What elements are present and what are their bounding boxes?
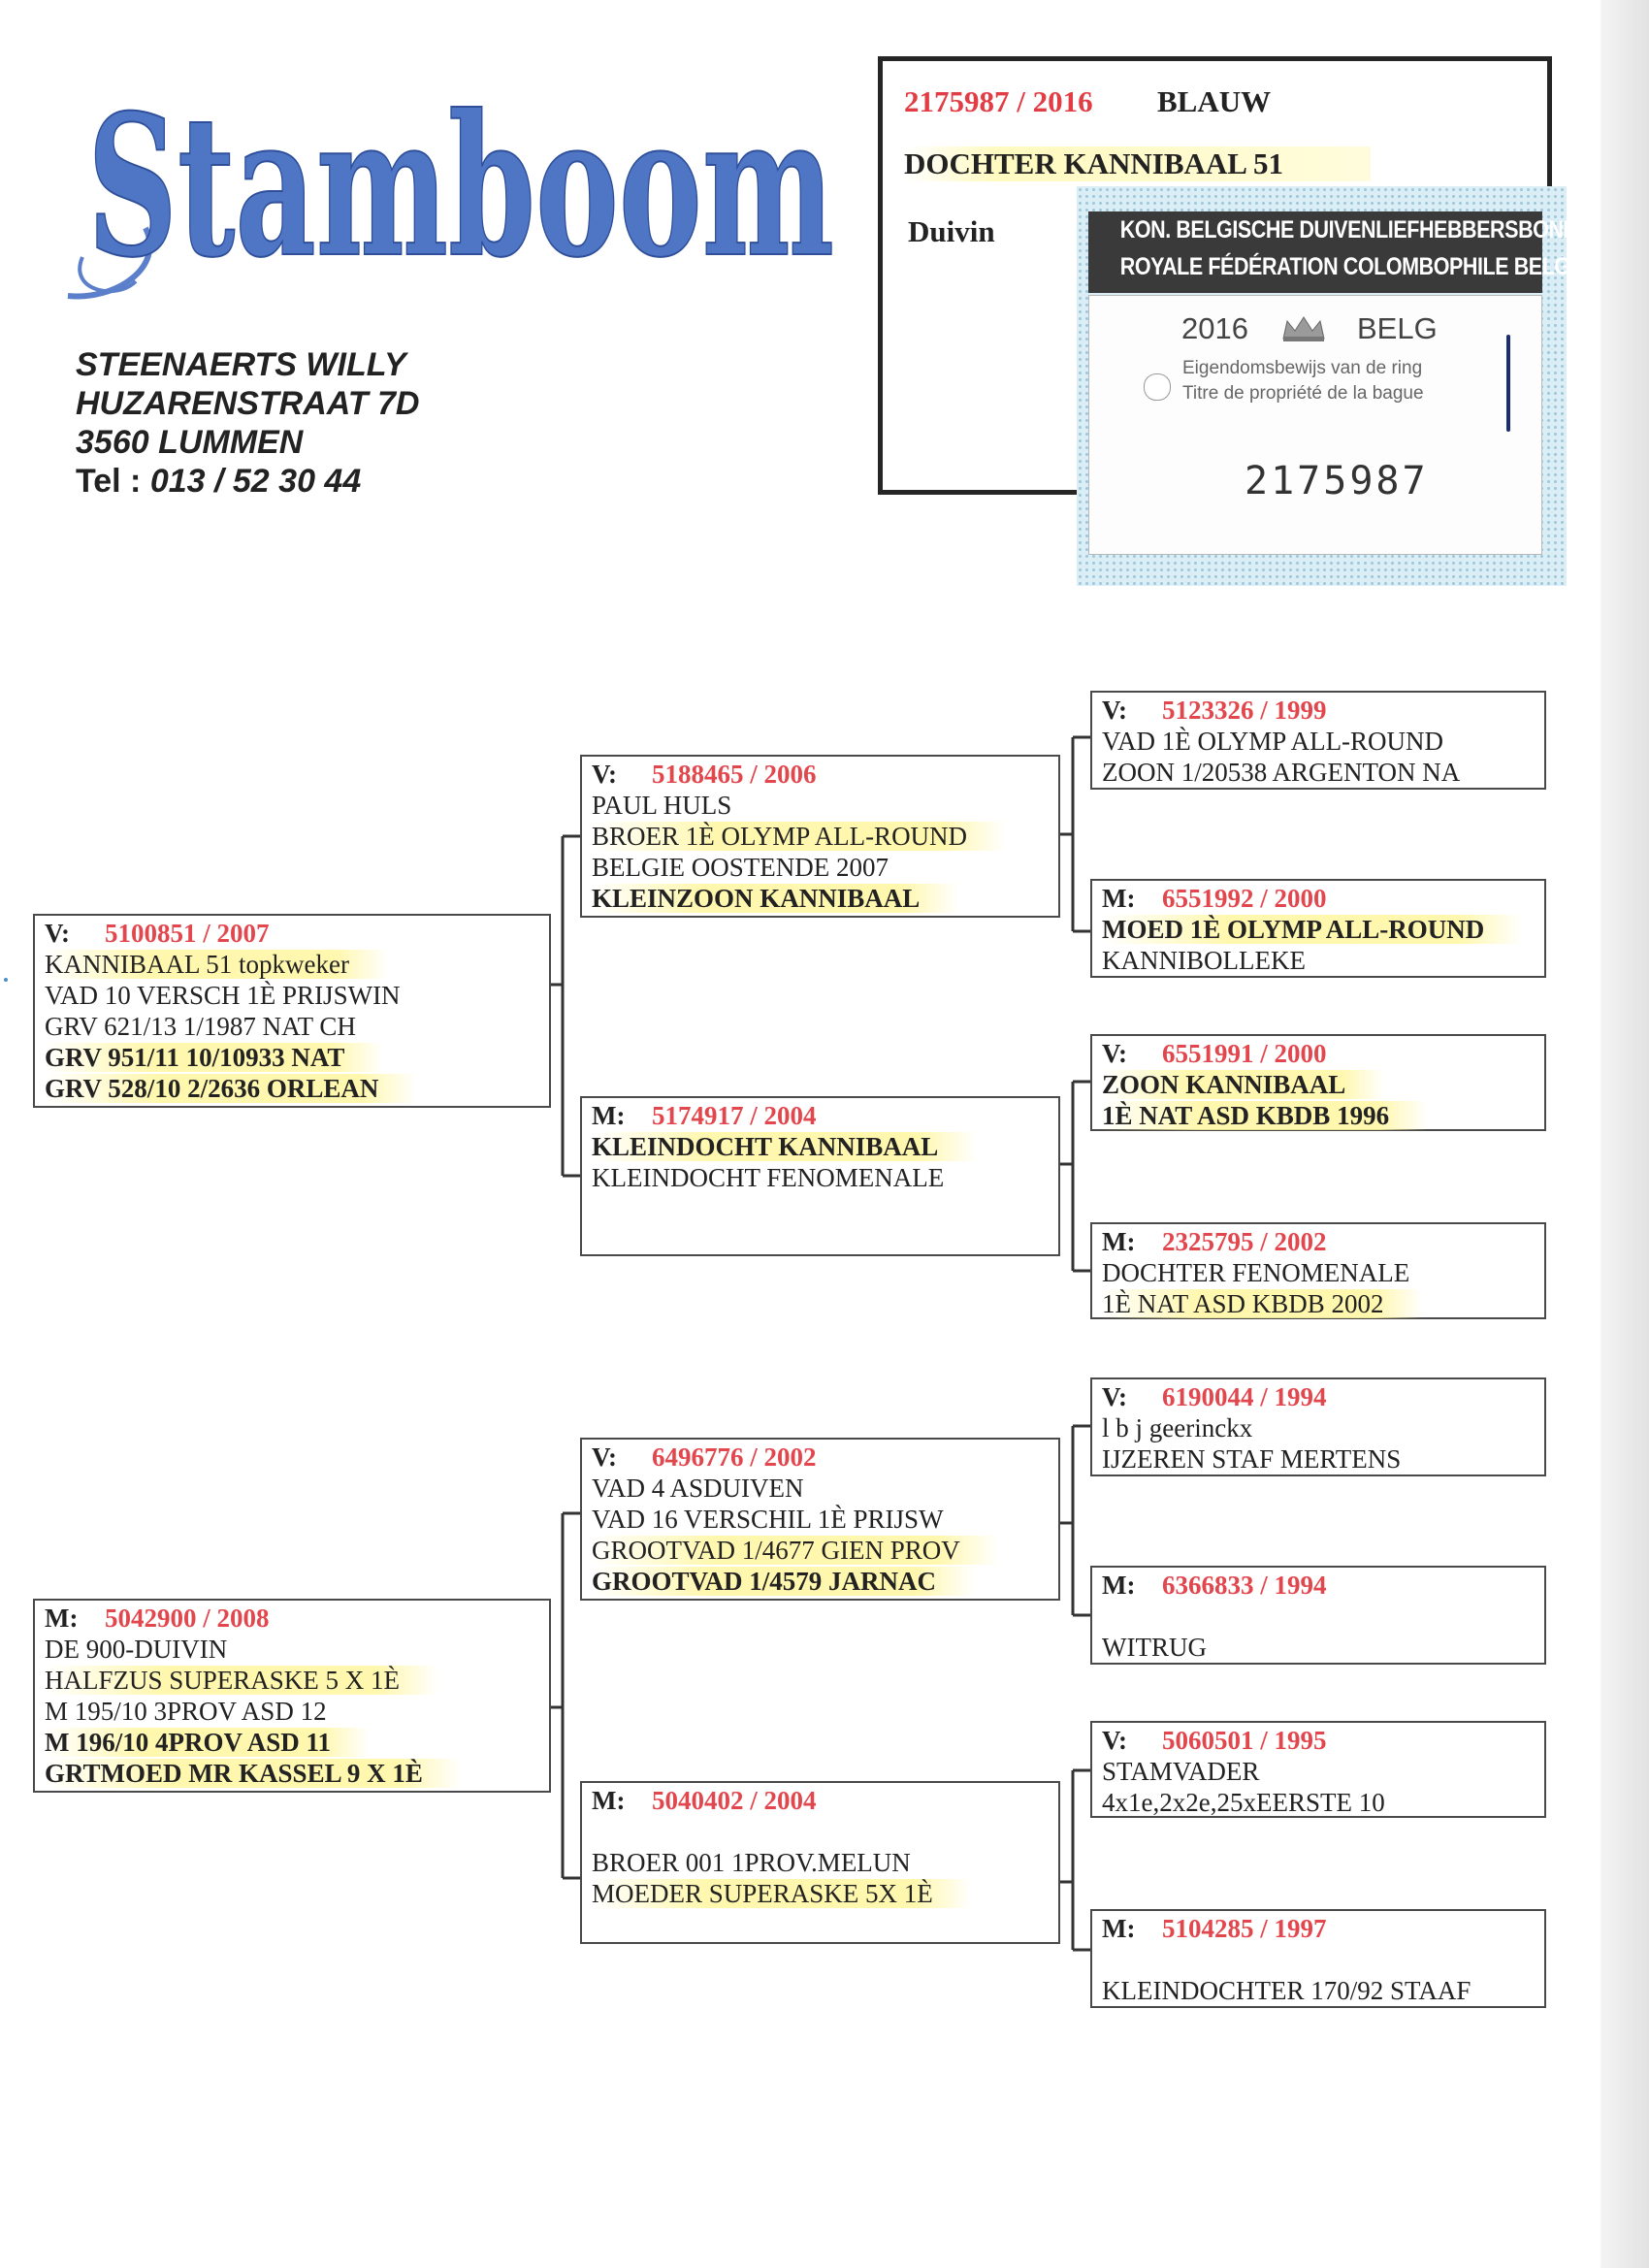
dd-line: BROER 001 1PROV.MELUN [592, 1848, 911, 1877]
dam-line: DE 900-DUIVIN [45, 1635, 228, 1664]
sire-line: GRV 951/11 10/10933 NAT [45, 1043, 383, 1072]
ddd-label: M: [1102, 1914, 1136, 1943]
ss-ring: 5188465 / 2006 [652, 760, 817, 789]
sd-ring: 5174917 / 2004 [652, 1101, 817, 1130]
sd-label: M: [592, 1101, 626, 1130]
dds-label: V: [1102, 1726, 1128, 1755]
sd-line: KLEINDOCHT KANNIBAAL [592, 1132, 977, 1161]
dd-label: M: [592, 1786, 626, 1815]
ggsire-3-box [1090, 1377, 1546, 1476]
sds-line: ZOON KANNIBAAL [1102, 1070, 1384, 1099]
card-line-1: KON. BELGISCHE DUIVENLIEFHEBBERSBOND [1119, 216, 1578, 243]
dsd-line: WITRUG [1102, 1633, 1207, 1662]
ss-label: V: [592, 760, 618, 789]
granddam-paternal-box [580, 1096, 1060, 1256]
dds-line: STAMVADER [1102, 1757, 1260, 1786]
sss-label: V: [1102, 696, 1128, 725]
ggdam-3-box [1090, 1566, 1546, 1665]
owner-name: STEENAERTS WILLY [76, 346, 406, 383]
ggsire-2-box [1090, 1034, 1546, 1131]
sdd-line: 1È NAT ASD KBDB 2002 [1102, 1289, 1423, 1318]
dam-line: M 195/10 3PROV ASD 12 [45, 1697, 327, 1726]
ggsire-1-box [1090, 691, 1546, 790]
owner-street: HUZARENSTRAAT 7D [76, 385, 420, 422]
card-country: BELG [1357, 311, 1438, 345]
ss-line: BROER 1È OLYMP ALL-ROUND [592, 822, 1006, 851]
dd-ring: 5040402 / 2004 [652, 1786, 817, 1815]
dam-line: GRTMOED MR KASSEL 9 X 1È [45, 1759, 462, 1788]
ggdam-2-box [1090, 1222, 1546, 1319]
parent-dam-box [33, 1599, 551, 1793]
owner-phone-label: Tel : [76, 463, 150, 500]
ssd-label: M: [1102, 884, 1136, 913]
ds-line: GROOTVAD 1/4579 JARNAC [592, 1567, 975, 1596]
dd-line: MOEDER SUPERASKE 5X 1È [592, 1879, 972, 1908]
ssd-line: KANNIBOLLEKE [1102, 946, 1306, 975]
card-text-nl: Eigendomsbewijs van de ring [1182, 358, 1423, 378]
sss-line: VAD 1È OLYMP ALL-ROUND [1102, 727, 1444, 756]
sdd-line: DOCHTER FENOMENALE [1102, 1258, 1410, 1287]
sire-line: GRV 528/10 2/2636 ORLEAN [45, 1074, 417, 1103]
ds-line: VAD 16 VERSCHIL 1È PRIJSW [592, 1505, 944, 1534]
sdd-ring: 2325795 / 2002 [1162, 1227, 1327, 1256]
ss-line: BELGIE OOSTENDE 2007 [592, 853, 889, 882]
header-name: DOCHTER KANNIBAAL 51 [904, 146, 1371, 181]
ggdam-4-box [1090, 1909, 1546, 2008]
dam-ring: 5042900 / 2008 [105, 1604, 270, 1633]
sds-line: 1È NAT ASD KBDB 1996 [1102, 1101, 1428, 1130]
ds-label: V: [592, 1442, 618, 1472]
sire-ring: 5100851 / 2007 [105, 919, 270, 948]
dds-line: 4x1e,2x2e,25xEERSTE 10 [1102, 1788, 1385, 1817]
sss-line: ZOON 1/20538 ARGENTON NA [1102, 758, 1461, 787]
owner-city: 3560 LUMMEN [76, 424, 304, 461]
grandsire-maternal-box [580, 1438, 1060, 1601]
ddd-line: KLEINDOCHTER 170/92 STAAF [1102, 1976, 1471, 2005]
grandsire-paternal-box [580, 755, 1060, 918]
ds-line: GROOTVAD 1/4677 GIEN PROV [592, 1536, 999, 1565]
ssd-ring: 6551992 / 2000 [1162, 884, 1327, 913]
ggdam-1-box [1090, 879, 1546, 978]
sds-ring: 6551991 / 2000 [1162, 1039, 1327, 1068]
ddd-line [1102, 1945, 1109, 1974]
ss-line: PAUL HULS [592, 791, 732, 820]
parent-sire-box [33, 914, 551, 1108]
sds-label: V: [1102, 1039, 1128, 1068]
header-type: Duivin [908, 214, 995, 248]
header-color: BLAUW [1157, 84, 1272, 118]
dam-line: M 196/10 4PROV ASD 11 [45, 1728, 370, 1757]
card-ring-number: 2175987 [1245, 459, 1429, 503]
dss-line: l b j geerinckx [1102, 1413, 1253, 1442]
sire-line: KANNIBAAL 51 topkweker [45, 950, 388, 979]
dam-label: M: [45, 1604, 79, 1633]
dsd-ring: 6366833 / 1994 [1162, 1571, 1327, 1600]
sd-line: KLEINDOCHT FENOMENALE [592, 1163, 945, 1192]
ds-line: VAD 4 ASDUIVEN [592, 1474, 804, 1503]
sire-line: GRV 621/13 1/1987 NAT CH [45, 1012, 356, 1041]
ssd-line: MOED 1È OLYMP ALL-ROUND [1102, 915, 1523, 944]
sire-label: V: [45, 919, 71, 948]
dsd-label: M: [1102, 1571, 1136, 1600]
ddd-ring: 5104285 / 1997 [1162, 1914, 1327, 1943]
ss-line: KLEINZOON KANNIBAAL [592, 884, 958, 913]
sire-line: VAD 10 VERSCH 1È PRIJSWIN [45, 981, 401, 1010]
card-year: 2016 [1181, 311, 1248, 345]
sss-ring: 5123326 / 1999 [1162, 696, 1327, 725]
owner-phone: 013 / 52 30 44 [149, 463, 362, 500]
ggsire-4-box [1090, 1721, 1546, 1818]
dsd-line [1102, 1602, 1109, 1631]
sdd-label: M: [1102, 1227, 1136, 1256]
granddam-maternal-box [580, 1781, 1060, 1944]
dam-line: HALFZUS SUPERASKE 5 X 1È [45, 1666, 438, 1695]
dss-label: V: [1102, 1382, 1128, 1411]
ds-ring: 6496776 / 2002 [652, 1442, 817, 1472]
dss-ring: 6190044 / 1994 [1162, 1382, 1327, 1411]
header-ring-number: 2175987 / 2016 [904, 84, 1093, 118]
card-text-fr: Titre de propriété de la bague [1182, 383, 1424, 404]
card-line-2: ROYALE FÉDÉRATION COLOMBOPHILE BELGE [1119, 253, 1584, 280]
logo-text: Stamboom [87, 73, 834, 301]
dd-line [592, 1817, 598, 1846]
dss-line: IJZEREN STAF MERTENS [1102, 1444, 1402, 1474]
dds-ring: 5060501 / 1995 [1162, 1726, 1327, 1755]
